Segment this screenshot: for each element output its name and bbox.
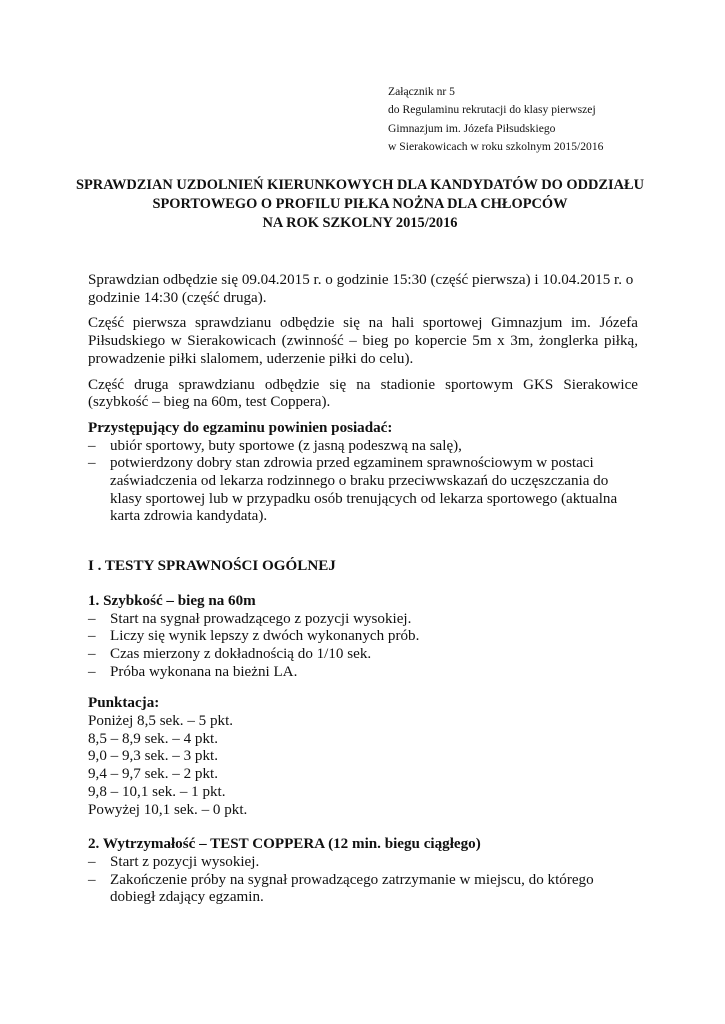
attachment-line: Załącznik nr 5 — [388, 85, 455, 98]
test-endurance-heading: 2. Wytrzymałość – TEST COPPERA (12 min. biegu ciągłego) — [88, 836, 481, 853]
attachment-line: Gimnazjum im. Józefa Piłsudskiego — [388, 121, 556, 135]
requirements-list — [88, 438, 638, 527]
title-line: SPRAWDZIAN UZDOLNIEŃ KIERUNKOWYCH DLA KANDYDATÓW DO ODDZIAŁU — [76, 177, 644, 193]
list-item: – Zakończenie próby na sygnał prowadzącego zatrzymanie w miejscu, do którego dobiegł zdający egzamin. — [88, 871, 594, 906]
part-one-paragraph: Część pierwsza sprawdzianu odbędzie się na hali sportowej Gimnazjum im. Józefa Piłsudskiego w Sierakowicach (zwinność – bieg po kopercie 5m x 3m, żonglerka piłką, prowadzenie piłki slalomem, uderzenie piłki do celu). — [88, 315, 638, 367]
dash-bullet: – — [88, 853, 96, 870]
part-two-paragraph: Część druga sprawdzianu odbędzie się na stadionie sportowym GKS Sierakowice (szybkość – bieg na 60m, test Coppera). — [88, 376, 638, 411]
scoring-label: Punktacja: — [88, 695, 160, 712]
scoring-row: 9,8 – 10,1 sek. – 1 pkt. — [88, 783, 226, 800]
document-title — [60, 176, 660, 233]
test-speed-list — [88, 611, 638, 682]
scoring-row: 9,0 – 9,3 sek. – 3 pkt. — [88, 748, 218, 765]
list-item: – Start na sygnał prowadzącego z pozycji wysokiej. — [88, 610, 412, 627]
dash-bullet: – — [88, 645, 96, 662]
section-heading: I . TESTY SPRAWNOŚCI OGÓLNEJ — [88, 558, 336, 575]
list-item: – Liczy się wynik lepszy z dwóch wykonanych prób. — [88, 628, 420, 645]
scoring-list — [88, 713, 638, 819]
dash-bullet: – — [88, 663, 96, 680]
requirements-heading: Przystępujący do egzaminu powinien posiadać: — [88, 419, 393, 436]
list-item: – Próba wykonana na bieżni LA. — [88, 663, 298, 680]
scoring-row: Powyżej 10,1 sek. – 0 pkt. — [88, 801, 248, 818]
attachment-line: do Regulaminu rekrutacji do klasy pierwszej — [388, 103, 596, 117]
list-item: – potwierdzony dobry stan zdrowia przed egzaminem sprawnościowym w postaci zaświadczenia od lekarza rodzinnego o braku przeciwwskazań do uczęszczania do klasy sportowej lub w przypadku osób trenujących od lekarza sportowego (aktualna karta zdrowia kandydata). — [88, 455, 618, 525]
scoring-row: 8,5 – 8,9 sek. – 4 pkt. — [88, 730, 218, 747]
title-line: SPORTOWEGO O PROFILU PIŁKA NOŻNA DLA CHŁOPCÓW — [152, 196, 568, 212]
title-line: NA ROK SZKOLNY 2015/2016 — [262, 215, 458, 231]
scoring-row: Poniżej 8,5 sek. – 5 pkt. — [88, 713, 234, 730]
dash-bullet: – — [88, 455, 96, 472]
document-body — [88, 272, 638, 907]
list-item: – Start z pozycji wysokiej. — [88, 853, 260, 870]
exam-dates-paragraph: Sprawdzian odbędzie się 09.04.2015 r. o godzinie 15:30 (część pierwsza) i 10.04.2015 r. o godzinie 14:30 (część druga). — [88, 272, 634, 306]
test-speed-heading: 1. Szybkość – bieg na 60m — [88, 592, 256, 609]
list-item: – Czas mierzony z dokładnością do 1/10 sek. — [88, 645, 372, 662]
test-endurance-list — [88, 854, 638, 907]
dash-bullet: – — [88, 610, 96, 627]
scoring-row: 9,4 – 9,7 sek. – 2 pkt. — [88, 766, 218, 783]
attachment-note — [388, 83, 603, 156]
dash-bullet: – — [88, 437, 96, 454]
dash-bullet: – — [88, 871, 96, 888]
dash-bullet: – — [88, 628, 96, 645]
attachment-line: w Sierakowicach w roku szkolnym 2015/2016 — [388, 139, 604, 153]
list-item: – ubiór sportowy, buty sportowe (z jasną podeszwą na salę), — [88, 437, 462, 454]
